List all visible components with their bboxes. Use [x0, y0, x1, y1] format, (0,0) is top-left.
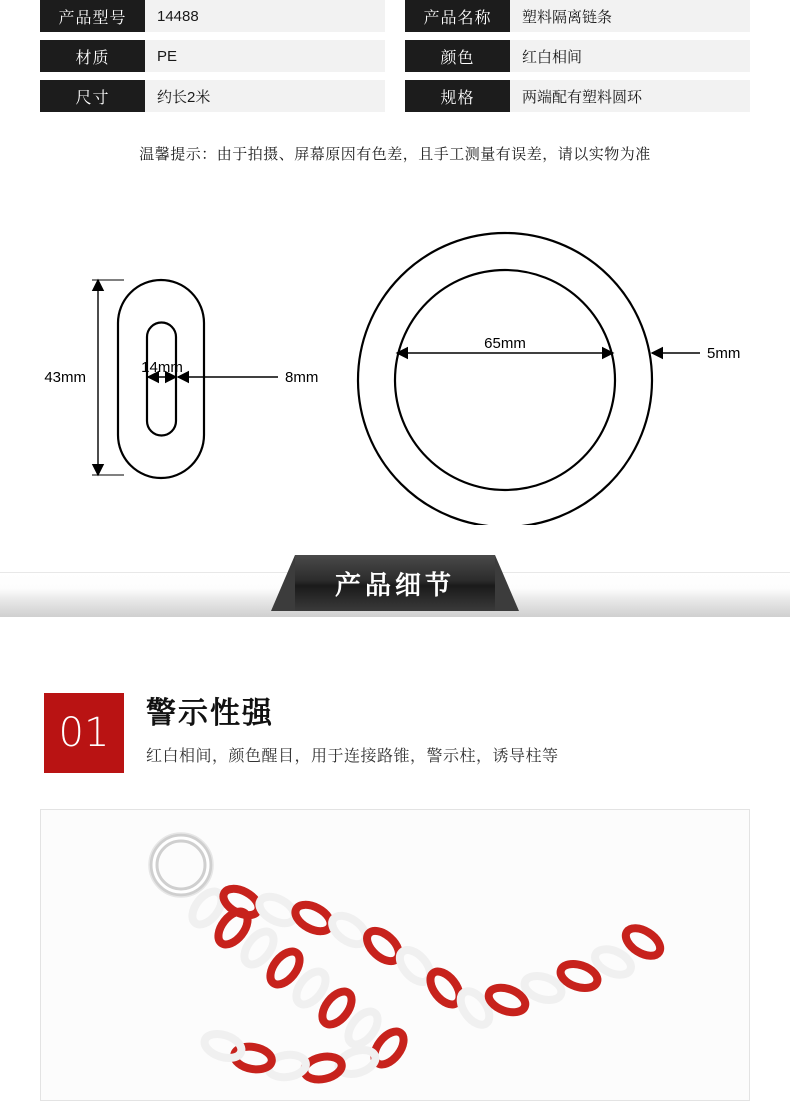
feature-block [44, 693, 744, 773]
spec-key: 颜色 [405, 40, 510, 72]
spec-cell-size [40, 80, 385, 112]
spec-key: 材质 [40, 40, 145, 72]
link-thickness-label: 8mm [285, 369, 319, 386]
spec-cell-spec [405, 80, 750, 112]
spec-value: PE [145, 40, 385, 72]
spec-cell-color [405, 40, 750, 72]
link-inner-width-label: 14mm [141, 359, 183, 376]
table-row [40, 0, 750, 32]
spec-key: 产品名称 [405, 0, 510, 32]
ring-diameter-label: 65mm [484, 335, 526, 352]
feature-text [124, 693, 559, 773]
ring-shape [358, 233, 652, 525]
section-banner [0, 530, 790, 640]
banner-ribbon [271, 555, 519, 611]
feature-title: 警示性强 [146, 697, 274, 730]
chain-link-shape [118, 280, 204, 478]
link-height-label: 43mm [44, 369, 86, 386]
spec-value: 红白相间 [510, 40, 750, 72]
notice-text: 温馨提示：由于拍摄、屏幕原因有色差，且手工测量有误差，请以实物为准 [139, 146, 651, 163]
banner-title: 产品细节 [334, 569, 455, 600]
ribbon-body [295, 555, 495, 611]
spec-cell-name [405, 0, 750, 32]
spec-value: 塑料隔离链条 [510, 0, 750, 32]
spec-value: 两端配有塑料圆环 [510, 80, 750, 112]
feature-description: 红白相间，颜色醒目，用于连接路锥，警示柱，诱导柱等 [146, 748, 559, 765]
ring-thickness-label: 5mm [707, 345, 741, 362]
spec-key: 尺寸 [40, 80, 145, 112]
spec-table [40, 0, 750, 120]
spec-key: 产品型号 [40, 0, 145, 32]
table-row [40, 80, 750, 112]
dimension-diagram [0, 185, 790, 525]
product-photo [40, 809, 750, 1101]
spec-cell-material [40, 40, 385, 72]
ribbon-right-wing [495, 555, 519, 611]
table-row [40, 40, 750, 72]
spec-value: 14488 [145, 0, 385, 32]
ribbon-left-wing [271, 555, 295, 611]
spec-key: 规格 [405, 80, 510, 112]
spec-value: 约长2米 [145, 80, 385, 112]
feature-number: 01 [44, 693, 124, 773]
spec-cell-model [40, 0, 385, 32]
